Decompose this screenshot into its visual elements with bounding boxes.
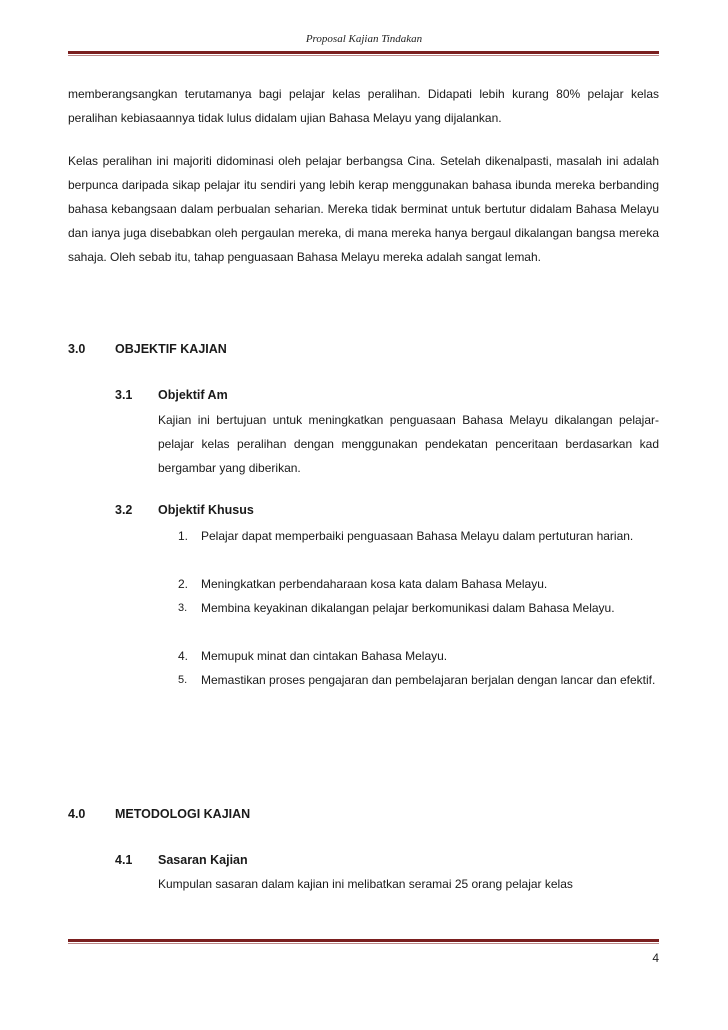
list-item-text: Meningkatkan perbendaharaan kosa kata dalam Bahasa Melayu.: [201, 577, 548, 591]
list-marker: 5.: [178, 674, 188, 686]
footer-rule: [68, 939, 659, 942]
section-4-title: METODOLOGI KAJIAN: [115, 807, 251, 821]
subsection-3-1-number: 3.1: [115, 388, 133, 402]
paragraph-intro-continuation: memberangsangkan terutamanya bagi pelajar kelas peralihan. Didapati lebih kurang 80% pelajar kelas peralihan kebiasaannya tidak lulus didalam ujian Bahasa Melayu yang dijalankan.: [68, 87, 659, 125]
subsection-3-1-body: Kajian ini bertujuan untuk meningkatkan penguasaan Bahasa Melayu dikalangan pelajar-pelajar kelas peralihan dengan menggunakan pendekatan penceritaan berdasarkan kad bergambar yang diberikan.: [158, 413, 659, 475]
page-number: 4: [652, 951, 659, 965]
subsection-4-1-number: 4.1: [115, 853, 133, 867]
list-marker: 3.: [178, 602, 188, 614]
footer-rule-thin: [68, 943, 659, 944]
section-3-number: 3.0: [68, 342, 86, 356]
list-marker: 2.: [178, 577, 189, 591]
list-marker: 1.: [178, 529, 189, 543]
paragraph-kelas-peralihan: Kelas peralihan ini majoriti didominasi oleh pelajar berbangsa Cina. Setelah dikenalpasti, masalah ini adalah berpunca daripada sikap pelajar itu sendiri yang lebih kerap menggunakan bahasa ibunda mereka berbanding bahasa kebangsaan dalam perbualan seharian. Mereka tidak berminat untuk bertutur didalam Bahasa Melayu dan ianya juga disebabkan oleh pergaulan mereka, di mana mereka hanya bergaul dikalangan bangsa mereka sahaja. Oleh sebab itu, tahap penguasaan Bahasa Melayu mereka adalah sangat lemah.: [68, 154, 659, 264]
section-4-number: 4.0: [68, 807, 86, 821]
subsection-3-2-title: Objektif Khusus: [158, 503, 254, 517]
list-item-text: Memastikan proses pengajaran dan pembelajaran berjalan dengan lancar dan efektif.: [201, 673, 656, 687]
header-rule-thin: [68, 55, 659, 56]
list-item-text: Pelajar dapat memperbaiki penguasaan Bahasa Melayu dalam pertuturan harian.: [201, 529, 634, 543]
subsection-4-1-body: Kumpulan sasaran dalam kajian ini melibatkan seramai 25 orang pelajar kelas: [158, 877, 573, 891]
header-rule: [68, 51, 659, 54]
list-item-text: Memupuk minat dan cintakan Bahasa Melayu.: [201, 649, 448, 663]
running-header: Proposal Kajian Tindakan: [305, 33, 423, 45]
subsection-3-1-title: Objektif Am: [158, 388, 228, 402]
list-item-text: Membina keyakinan dikalangan pelajar berkomunikasi dalam Bahasa Melayu.: [201, 601, 615, 615]
subsection-4-1-title: Sasaran Kajian: [158, 853, 248, 867]
subsection-3-2-number: 3.2: [115, 503, 133, 517]
list-marker: 4.: [178, 649, 189, 663]
section-3-title: OBJEKTIF KAJIAN: [115, 342, 227, 356]
